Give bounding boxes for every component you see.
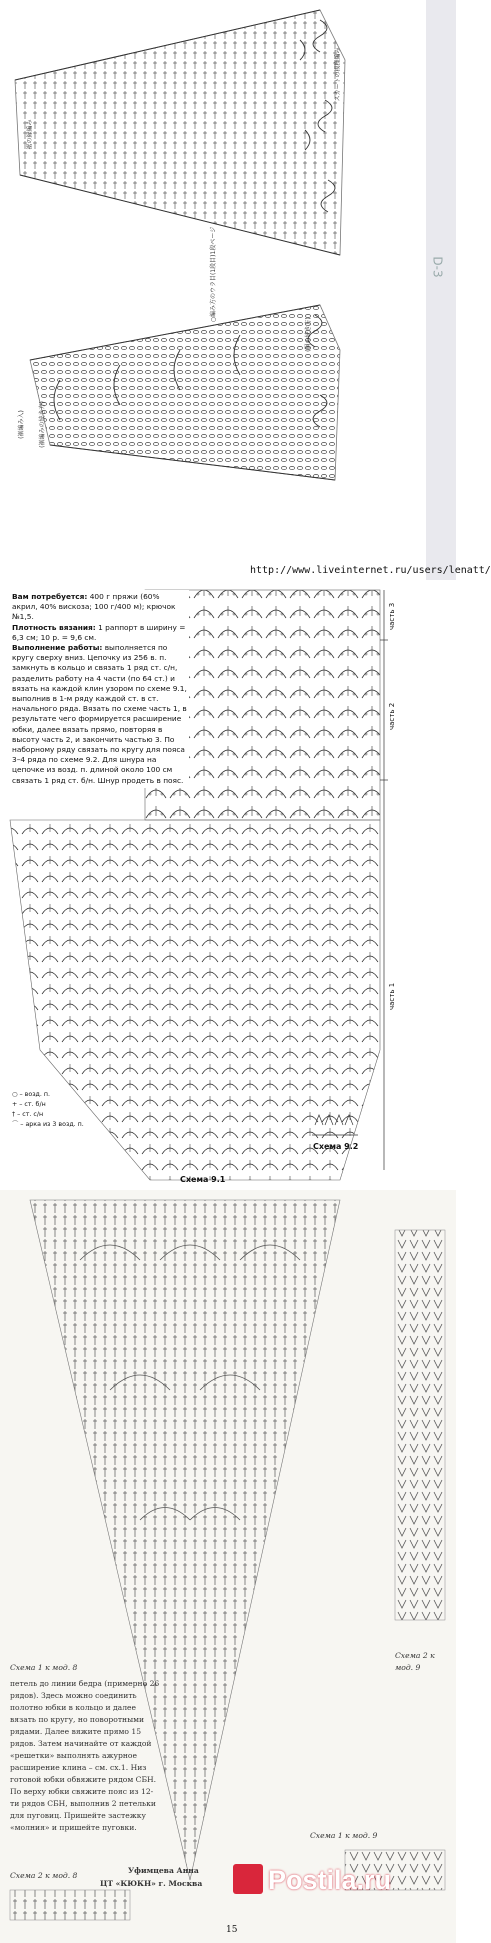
magazine-page-panel — [0, 1190, 456, 1943]
density-title: Плотность вязания: — [12, 622, 96, 632]
page-number: 15 — [226, 1925, 238, 1935]
instructions-mod-8: петель до линии бедра (примерно 26 рядов). Здесь можно соединить полотно юбки в кольцо и далее вязать по кругу, но поворотными рядами. Далее вяжите прямо 15 рядов. Затем начинайте от каждой «решетки» выполнять ажурное расширение клина – см. сх.1. Низ готовой юбки обвяжите рядом СБН. По верху юбки свяжите пояс из 12-ти рядов СБН, выполнив 2 петельки для пуговиц. Пришейте застежку «молния» и пришейте пуговки. — [10, 1679, 160, 1832]
symbol-legend — [12, 1090, 84, 1130]
jp-label-4: (胴の続き方) — [304, 317, 312, 352]
russian-skirt-panel — [0, 580, 456, 1190]
postila-logo-icon — [233, 1864, 263, 1894]
author-place: ЦТ «КЮКН» г. Москва — [100, 1879, 203, 1888]
legend-sc: + – ст. б/н — [12, 1101, 46, 1108]
legend-chain: ○ – возд. п. — [12, 1091, 51, 1098]
scheme-9-2-label: Схема 9.2 — [313, 1142, 359, 1151]
materials: 400 г пряжи (60% акрил, 40% вискоза; 100 г/400 м); крючок №1,5. — [12, 592, 176, 622]
instructions-text — [10, 590, 189, 788]
skirt-panel-chart-upper — [0, 0, 456, 580]
density: 1 раппорт в ширину = 6,3 см; 10 р. = 9,6 см. — [12, 622, 186, 642]
execution-title: Выполнение работы: — [12, 643, 103, 653]
book-spine — [426, 0, 456, 580]
execution: выполняется по кругу сверху вниз. Цепочку из 256 в. п. замкнуть в кольцо и связать 1 ряд ст. с/н, разделить работу на 4 части (по 64 ст.) и вязать на каждой клин узором по схеме 9.1, выполнив в 1-м ряду каждой ст. в ст. начального ряда. Вязать по схеме часть 1, в результате чего формируется расширение юбки, далее вязать прямо, повторяя в высоту часть 2, и закончить частью 3. По наборному ряду связать по кругу для пояса 3–4 ряда по схеме 9.2. Для шнура на цепочке из возд. п. длиной около 100 см связать 1 ряд ст. б/н. Шнур продеть в пояс. — [12, 643, 187, 785]
part-1-label: часть 1 — [388, 982, 396, 1010]
author-name: Уфимцева Анна — [128, 1866, 199, 1875]
source-url[interactable]: http://www.liveinternet.ru/users/lenatt/ — [250, 565, 491, 576]
scheme-2-mod-8-label: Схема 2 к мод. 8 — [10, 1871, 78, 1880]
jp-label-6: ○編み方のウラ目(1段目)1段ページ — [210, 226, 218, 323]
part-2-label: часть 2 — [388, 702, 396, 730]
japanese-chart-panel — [0, 0, 491, 580]
jp-label-3: (裾編みの続き方) — [38, 401, 46, 448]
scheme-1-mod-9-label: Схема 1 к мод. 9 — [310, 1831, 378, 1840]
jp-label-5: スカートの模様編み — [334, 47, 342, 102]
scheme-1-mod-8-label: Схема 1 к мод. 8 — [10, 1663, 78, 1672]
materials-title: Вам потребуется: — [12, 592, 88, 601]
scheme-9-1-label: Схема 9.1 — [180, 1175, 226, 1184]
part-3-label: часть 3 — [388, 602, 396, 630]
postila-watermark: Postila.ru — [268, 1865, 392, 1895]
jp-label-1: 裾の縁編み — [26, 119, 34, 150]
legend-dc: † – ст. с/н — [12, 1111, 44, 1118]
jp-label-2: (裾編み入) — [17, 410, 25, 439]
scheme-2-mod-9-label: Схема 2 к мод. 9 — [395, 1651, 435, 1672]
legend-arch: ⌒ – арка из 3 возд. п. — [12, 1121, 84, 1128]
spine-glyph: D-3 — [430, 256, 445, 278]
